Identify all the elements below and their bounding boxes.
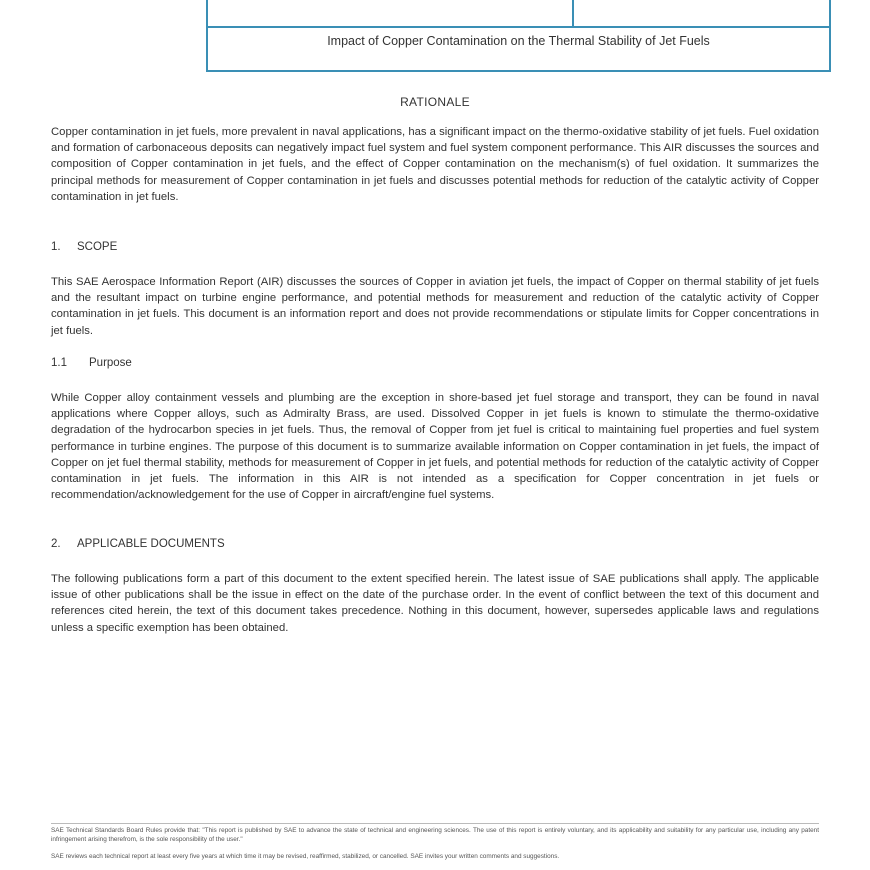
section-heading-applicable-documents (51, 538, 225, 550)
document-title: Impact of Copper Contamination on the Thermal Stability of Jet Fuels (327, 34, 710, 48)
section-number: 1. (51, 241, 61, 253)
section-title: APPLICABLE DOCUMENTS (77, 538, 225, 550)
rationale-paragraph: Copper contamination in jet fuels, more prevalent in naval applications, has a significant impact on the thermo-oxidative stability of jet fuels. Fuel oxidation and formation of carbonaceous deposits can negatively impact fuel system and fuel system component performance. This AIR discusses the sources and composition of Copper contamination in jet fuels, and the effect of Copper contamination on the mechanism(s) of fuel oxidation. It summarizes the principal methods for measurement of Copper contamination in jet fuels and discusses potential methods for reduction of the catalytic activity of Copper contamination in jet fuels. (51, 126, 819, 203)
header-top-row (208, 0, 829, 28)
section-number: 2. (51, 538, 61, 550)
rationale-heading: RATIONALE (400, 95, 470, 109)
section-heading-purpose (51, 357, 132, 369)
section-title: SCOPE (77, 241, 118, 253)
document-header-box (206, 0, 831, 72)
footer-rule (51, 823, 819, 824)
purpose-paragraph: While Copper alloy containment vessels and plumbing are the exception in shore-based jet fuel storage and transport, they can be found in naval applications where Copper alloys, such as Admiralty Brass, are used. Dissolved Copper in jet fuels is known to stimulate the thermo-oxidative degradation of the hydrocarbon species in jet fuels. Thus, the removal of Copper from jet fuel is critical to maintaining fuel properties and fuel system performance in turbine engines. The purpose of this document is to summarize available information on Copper contamination in jet fuels, the impact of Copper on jet fuel thermal stability, methods for measurement of Copper in jet fuels, and potential methods for reduction of the catalytic activity of Copper contamination in jet fuels. The information in this AIR is not intended as a specification for Copper concentration in jet fuels or recommendation/acknowledgement for the use of Copper in aircraft/engine fuel systems. (51, 392, 819, 502)
section-title: Purpose (89, 357, 132, 369)
footer-review-notice: SAE reviews each technical report at least every five years at which time it may be revised, reaffirmed, stabilized, or cancelled. SAE invites your written comments and suggestions. (51, 853, 560, 860)
applicable-documents-paragraph: The following publications form a part of this document to the extent specified herein. The latest issue of SAE publications shall apply. The applicable issue of other publications shall be the issue in effect on the date of the purchase order. In the event of conflict between the text of this document and references cited herein, the text of this document takes precedence. Nothing in this document, however, supersedes applicable laws and regulations unless a specific exemption has been obtained. (51, 573, 819, 634)
section-heading-scope (51, 241, 117, 253)
section-number: 1.1 (51, 357, 67, 369)
footer-notice: SAE Technical Standards Board Rules provide that: "This report is published by SAE to advance the state of technical and engineering sciences. The use of this report is entirely voluntary, and its applicability and suitability for any particular use, including any patent infringement arising therefrom, is the sole responsibility of the user." (51, 827, 819, 843)
header-divider (572, 0, 574, 26)
scope-paragraph: This SAE Aerospace Information Report (AIR) discusses the sources of Copper in aviation jet fuels, the impact of Copper on thermal stability of jet fuels and the resultant impact on turbine engine performance, and potential methods for measurement and reduction of the catalytic activity of Copper contamination in jet fuels. This document is an information report and does not provide recommendations or stipulate limits for Copper concentrations in jet fuels. (51, 276, 819, 337)
